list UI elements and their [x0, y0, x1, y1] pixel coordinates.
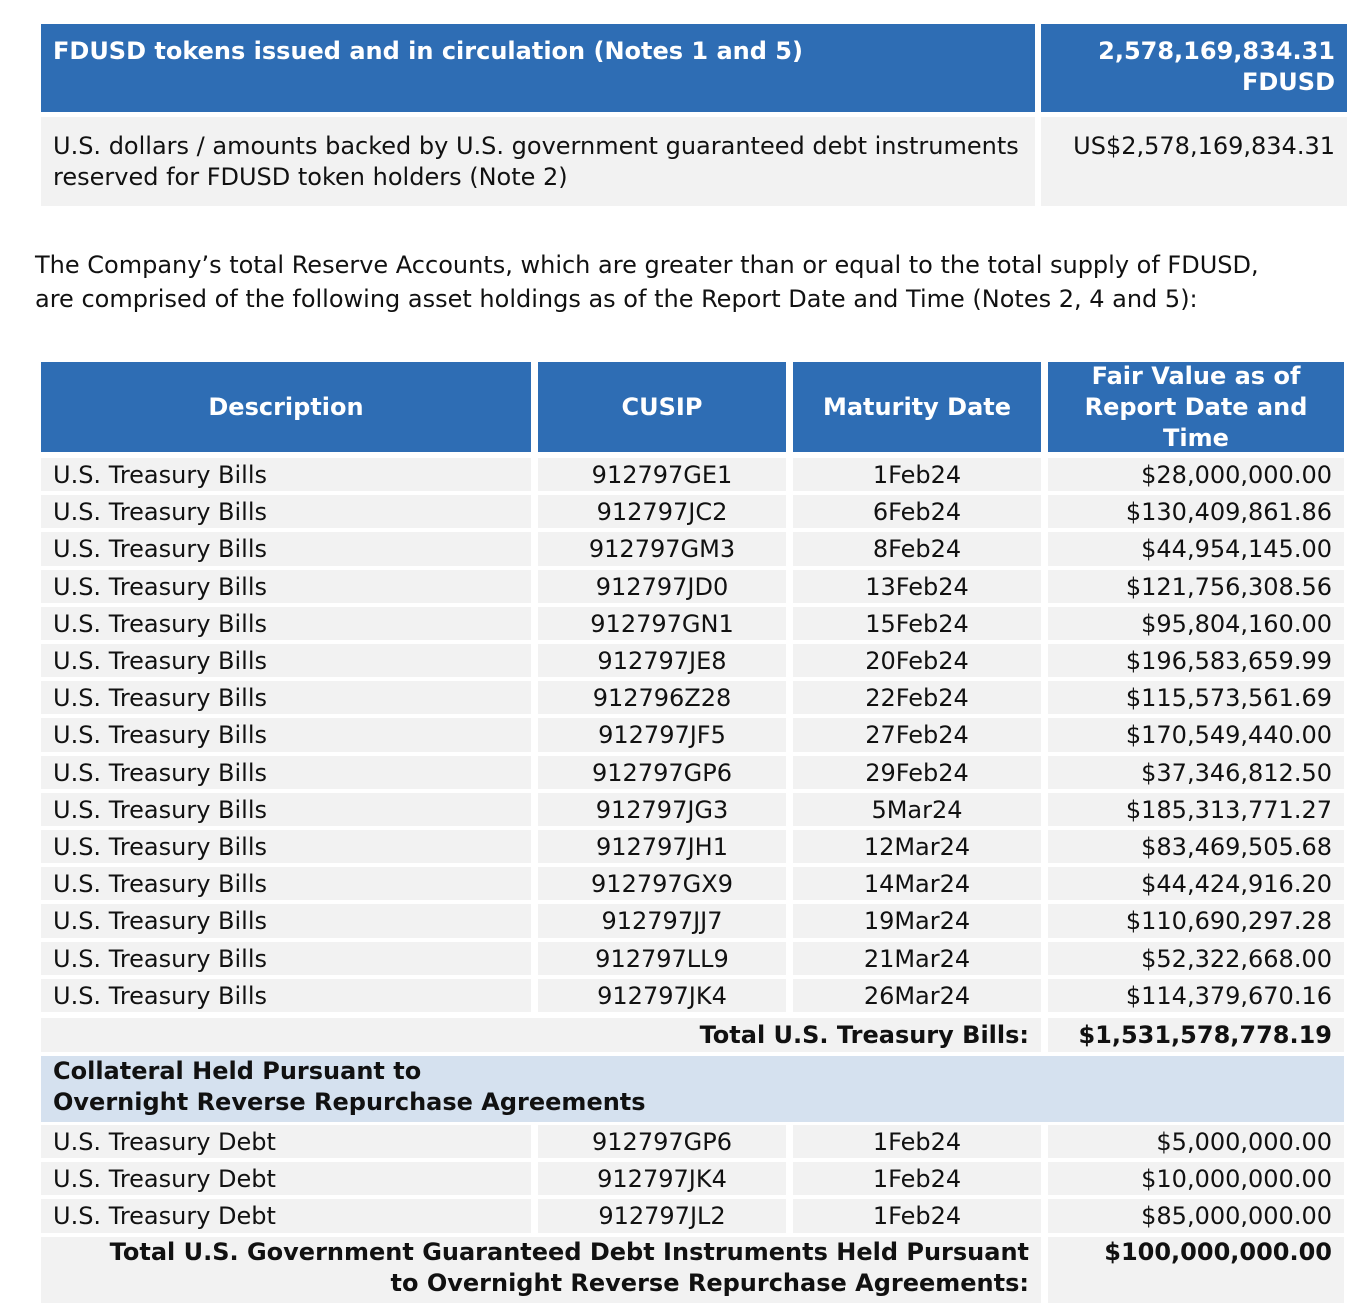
bills-row-description: U.S. Treasury Bills	[41, 495, 531, 528]
bills-row-description: U.S. Treasury Bills	[41, 607, 531, 640]
bills-row-maturity: 14Mar24	[793, 867, 1041, 900]
bills-row-maturity: 1Feb24	[793, 458, 1041, 491]
bills-row-description: U.S. Treasury Bills	[41, 458, 531, 491]
debt-row-value: $10,000,000.00	[1048, 1162, 1344, 1195]
bills-row-cusip: 912797JJ7	[538, 904, 786, 937]
bills-row-value: $44,424,916.20	[1048, 867, 1344, 900]
header-fair-value-line1: Fair Value as of	[1091, 361, 1301, 390]
bills-row-maturity: 19Mar24	[793, 904, 1041, 937]
bills-row-value: $114,379,670.16	[1048, 979, 1344, 1012]
summary-issued-label: FDUSD tokens issued and in circulation (Notes 1 and 5)	[53, 37, 803, 65]
bills-row-value: $170,549,440.00	[1048, 718, 1344, 751]
bills-row-maturity: 15Feb24	[793, 607, 1041, 640]
bills-row-value: $44,954,145.00	[1048, 532, 1344, 565]
debt-total-value: $100,000,000.00	[1104, 1238, 1332, 1266]
bills-row-value: $185,313,771.27	[1048, 793, 1344, 826]
summary-backed-label-line2: reserved for FDUSD token holders (Note 2)	[53, 163, 568, 191]
debt-row-maturity: 1Feb24	[793, 1199, 1041, 1232]
debt-total-label-line1: Total U.S. Government Guaranteed Debt Instruments Held Pursuant	[109, 1238, 1029, 1266]
bills-row-cusip: 912797JK4	[538, 979, 786, 1012]
bills-row-cusip: 912797JC2	[538, 495, 786, 528]
collateral-heading-line1: Collateral Held Pursuant to	[53, 1057, 422, 1085]
header-maturity-date	[793, 362, 1041, 452]
summary-issued-value-cell	[1041, 24, 1347, 112]
bills-row-description: U.S. Treasury Bills	[41, 979, 531, 1012]
bills-row-cusip: 912797GN1	[538, 607, 786, 640]
bills-row-value: $95,804,160.00	[1048, 607, 1344, 640]
bills-row-description: U.S. Treasury Bills	[41, 867, 531, 900]
debt-row-cusip: 912797JK4	[538, 1162, 786, 1195]
summary-backed-value-cell	[1041, 117, 1347, 206]
bills-row-maturity: 22Feb24	[793, 681, 1041, 714]
summary-issued-label-cell	[41, 24, 1035, 112]
summary-issued-value: 2,578,169,834.31	[1098, 37, 1335, 65]
bills-row-value: $52,322,668.00	[1048, 942, 1344, 975]
bills-row-maturity: 27Feb24	[793, 718, 1041, 751]
reserve-paragraph-line1: The Company’s total Reserve Accounts, which are greater than or equal to the total supply of FDUSD,	[35, 251, 1259, 279]
summary-backed-label-line1: U.S. dollars / amounts backed by U.S. government guaranteed debt instruments	[53, 132, 1019, 160]
debt-total-label-line2: to Overnight Reverse Repurchase Agreements:	[390, 1269, 1029, 1297]
bills-row-maturity: 13Feb24	[793, 570, 1041, 603]
header-maturity-label: Maturity Date	[822, 392, 1012, 421]
debt-row-cusip: 912797GP6	[538, 1125, 786, 1158]
bills-row-maturity: 6Feb24	[793, 495, 1041, 528]
bills-row-cusip: 912797GE1	[538, 458, 786, 491]
header-fair-value-line2: Report Date and	[1084, 392, 1308, 421]
bills-row-cusip: 912797JD0	[538, 570, 786, 603]
collateral-heading-line2: Overnight Reverse Repurchase Agreements	[53, 1088, 646, 1116]
bills-row-cusip: 912796Z28	[538, 681, 786, 714]
bills-row-maturity: 12Mar24	[793, 830, 1041, 863]
bills-row-cusip: 912797GX9	[538, 867, 786, 900]
bills-row-maturity: 26Mar24	[793, 979, 1041, 1012]
bills-row-description: U.S. Treasury Bills	[41, 756, 531, 789]
bills-total-label-cell	[41, 1018, 1041, 1052]
summary-backed-value: US$2,578,169,834.31	[1073, 132, 1335, 160]
header-fair-value	[1048, 362, 1344, 452]
bills-row-description: U.S. Treasury Bills	[41, 793, 531, 826]
debt-row-maturity: 1Feb24	[793, 1125, 1041, 1158]
reserve-paragraph-line2: are comprised of the following asset holdings as of the Report Date and Time (Notes 2, 4 and 5):	[35, 285, 1198, 313]
bills-row-description: U.S. Treasury Bills	[41, 942, 531, 975]
bills-row-cusip: 912797GP6	[538, 756, 786, 789]
bills-row-cusip: 912797JF5	[538, 718, 786, 751]
bills-row-cusip: 912797JE8	[538, 644, 786, 677]
collateral-heading	[41, 1056, 1344, 1122]
bills-row-value: $121,756,308.56	[1048, 570, 1344, 603]
bills-row-description: U.S. Treasury Bills	[41, 532, 531, 565]
summary-backed-label-cell	[41, 117, 1035, 206]
bills-row-maturity: 20Feb24	[793, 644, 1041, 677]
bills-row-description: U.S. Treasury Bills	[41, 718, 531, 751]
debt-row-value: $85,000,000.00	[1048, 1199, 1344, 1232]
bills-row-value: $28,000,000.00	[1048, 458, 1344, 491]
bills-row-value: $115,573,561.69	[1048, 681, 1344, 714]
bills-row-description: U.S. Treasury Bills	[41, 830, 531, 863]
bills-row-cusip: 912797JH1	[538, 830, 786, 863]
bills-row-value: $110,690,297.28	[1048, 904, 1344, 937]
bills-row-value: $83,469,505.68	[1048, 830, 1344, 863]
bills-total-value-cell	[1048, 1018, 1344, 1052]
header-description	[41, 362, 531, 452]
header-cusip	[538, 362, 786, 452]
debt-row-description: U.S. Treasury Debt	[41, 1125, 531, 1158]
summary-issued-unit: FDUSD	[1241, 68, 1335, 96]
debt-row-description: U.S. Treasury Debt	[41, 1162, 531, 1195]
debt-row-cusip: 912797JL2	[538, 1199, 786, 1232]
bills-row-value: $130,409,861.86	[1048, 495, 1344, 528]
bills-row-description: U.S. Treasury Bills	[41, 681, 531, 714]
bills-row-maturity: 29Feb24	[793, 756, 1041, 789]
bills-total-label: Total U.S. Treasury Bills:	[699, 1021, 1029, 1049]
bills-row-description: U.S. Treasury Bills	[41, 644, 531, 677]
debt-total-value-cell	[1048, 1237, 1344, 1303]
header-fair-value-line3: Time	[1163, 423, 1229, 452]
bills-row-description: U.S. Treasury Bills	[41, 904, 531, 937]
debt-row-maturity: 1Feb24	[793, 1162, 1041, 1195]
bills-row-maturity: 8Feb24	[793, 532, 1041, 565]
bills-row-cusip: 912797JG3	[538, 793, 786, 826]
reserve-paragraph	[35, 248, 1335, 316]
header-description-label: Description	[208, 392, 364, 421]
bills-row-cusip: 912797GM3	[538, 532, 786, 565]
header-cusip-label: CUSIP	[621, 392, 703, 421]
bills-row-value: $196,583,659.99	[1048, 644, 1344, 677]
bills-row-maturity: 21Mar24	[793, 942, 1041, 975]
bills-row-description: U.S. Treasury Bills	[41, 570, 531, 603]
debt-row-value: $5,000,000.00	[1048, 1125, 1344, 1158]
bills-total-value: $1,531,578,778.19	[1078, 1021, 1332, 1049]
bills-row-maturity: 5Mar24	[793, 793, 1041, 826]
debt-total-label-cell	[41, 1237, 1041, 1303]
debt-row-description: U.S. Treasury Debt	[41, 1199, 531, 1232]
bills-row-value: $37,346,812.50	[1048, 756, 1344, 789]
bills-row-cusip: 912797LL9	[538, 942, 786, 975]
